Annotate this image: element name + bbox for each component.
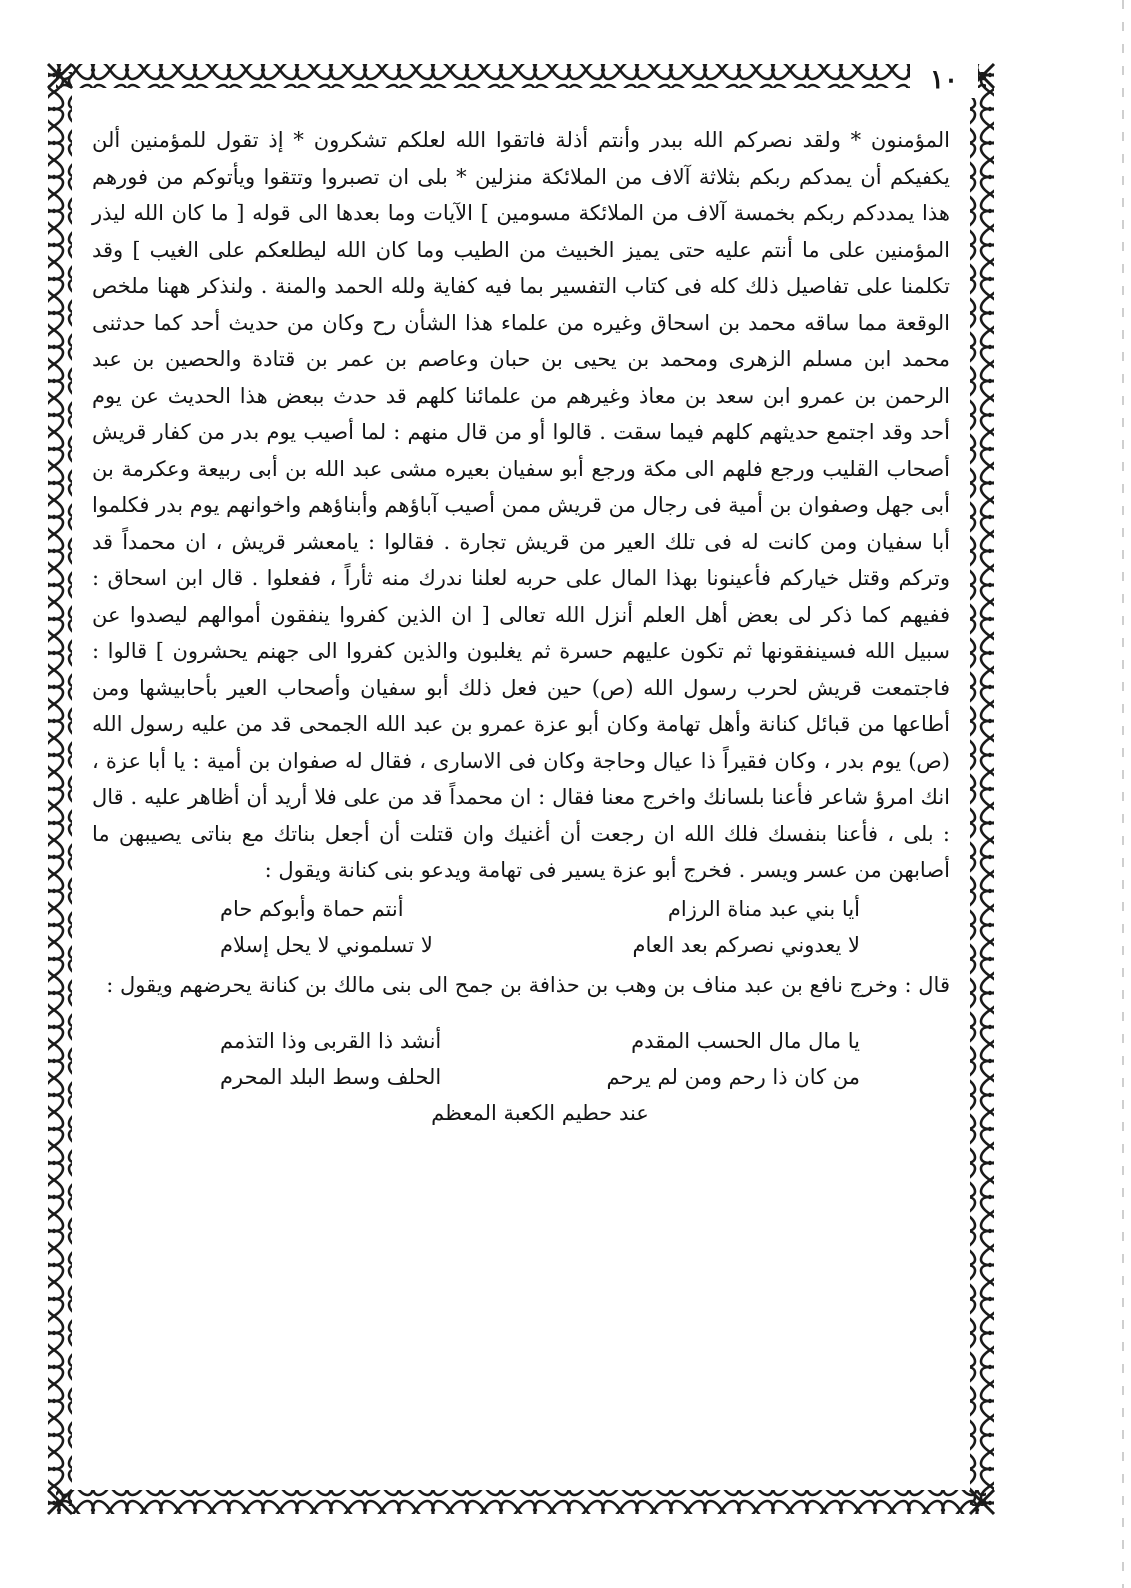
ornamental-frame [42, 58, 1000, 1520]
page-number: ١٠ [910, 62, 978, 98]
main-paragraph: المؤمنون * ولقد نصركم الله ببدر وأنتم أذلة فاتقوا الله لعلكم تشكرون * إذ تقول للمؤمنين ألن يكفيكم أن يمدكم ربكم بثلاثة آلاف من الملائكة منزلين * بلى ان تصبروا وتتقوا ويأتوكم من فورهم هذا يمددكم ربكم بخمسة آلاف من الملائكة مسومين ] الآيات وما بعدها الى قوله [ ما كان الله ليذر المؤمنين على ما أنتم عليه حتى يميز الخبيث من الطيب وما كان الله ليطلعكم على الغيب ] وقد تكلمنا على تفاصيل ذلك كله فى كتاب التفسير بما فيه كفاية ولله الحمد والمنة . ولنذكر ههنا ملخص الوقعة مما ساقه محمد بن اسحاق وغيره من علماء هذا الشأن رح وكان من حديث أحد كما حدثنى محمد ابن مسلم الزهرى ومحمد بن يحيى بن حبان وعاصم بن عمر بن قتادة والحصين بن عبد الرحمن بن عمرو ابن سعد بن معاذ وغيرهم من علمائنا كلهم قد حدث ببعض هذا الحديث عن يوم أحد وقد اجتمع حديثهم كلهم فيما سقت . قالوا أو من قال منهم : لما أصيب يوم بدر من كفار قريش أصحاب القليب ورجع فلهم الى مكة ورجع أبو سفيان بعيره مشى عبد الله بن أبى ربيعة وعكرمة بن أبى جهل وصفوان بن أمية فى رجال من قريش ممن أصيب آباؤهم وأبناؤهم واخوانهم يوم بدر فكلموا أبا سفيان ومن كانت له فى تلك العير من قريش تجارة . فقالوا : يامعشر قريش ، ان محمداً قد وتركم وقتل خياركم فأعينونا بهذا المال على حربه لعلنا ندرك منه ثأراً ، ففعلوا . قال ابن اسحاق : ففيهم كما ذكر لى بعض أهل العلم أنزل الله تعالى [ ان الذين كفروا ينفقون أموالهم ليصدوا عن سبيل الله فسينفقونها ثم تكون عليهم حسرة ثم يغلبون والذين كفروا الى جهنم يحشرون ] قالوا : فاجتمعت قريش لحرب رسول الله (ص) حين فعل ذلك أبو سفيان وأصحاب العير بأحابيشها ومن أطاعها من قبائل كنانة وأهل تهامة وكان أبو عزة عمرو بن عبد الله الجمحى قد من عليه رسول الله (ص) يوم بدر ، وكان فقيراً ذا عيال وحاجة وكان فى الاسارى ، فقال له صفوان بن أمية : يا أبا عزة ، انك امرؤ شاعر فأعنا بلسانك واخرج معنا فقال : ان محمداً قد من على فلا أريد أن أظاهر عليه . قال : بلى ، فأعنا بنفسك فلك الله ان رجعت أن أغنيك وان قتلت أن أجعل بناتك مع بناتى يصيبهن ما أصابهن من عسر ويسر . فخرج أبو عزة يسير فى تهامة ويدعو بنى كنانة ويقول : [92, 128, 950, 882]
verse-second-half: أنتم حماة وأبوكم حام [220, 896, 404, 921]
border-left [48, 72, 72, 1506]
poem-verse [220, 927, 860, 963]
poem-verse [220, 891, 860, 927]
verse-first-half: من كان ذا رحم ومن لم يرحم [606, 1065, 860, 1089]
poem-closing-line: عند حطيم الكعبة المعظم [431, 1101, 649, 1125]
page-edge-mark [1122, 0, 1124, 1588]
page-text [92, 122, 950, 1474]
verse-second-half: أنشد ذا القربى وذا التذمم [220, 1029, 442, 1053]
border-top [56, 64, 986, 88]
verse-first-half: يا مال مال الحسب المقدم [631, 1029, 860, 1053]
poem-verse [220, 1023, 860, 1059]
border-bottom [56, 1490, 986, 1514]
poem-abu-azza [220, 891, 860, 963]
verse-second-half: الحلف وسط البلد المحرم [220, 1065, 442, 1089]
border-right [970, 72, 994, 1506]
poem-nafi [220, 1023, 860, 1131]
poem-verse [220, 1059, 860, 1095]
second-paragraph: قال : وخرج نافع بن عبد مناف بن وهب بن حذافة بن جمح الى بنى مالك بن كنانة يحرضهم ويقول : [106, 972, 950, 997]
verse-second-half: لا تسلموني لا يحل إسلام [220, 932, 433, 957]
verse-first-half: أيا بني عبد مناة الرزام [667, 896, 860, 921]
verse-first-half: لا يعدوني نصركم بعد العام [632, 932, 860, 957]
